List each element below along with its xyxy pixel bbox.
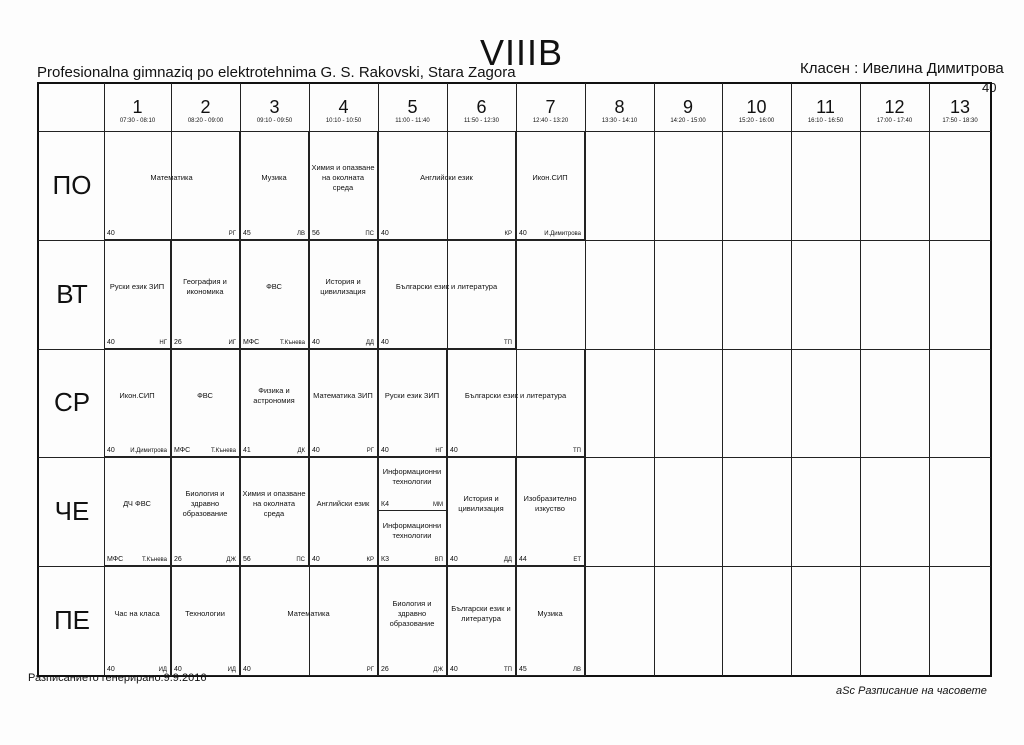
period-time: 07:30 - 08:10	[119, 118, 156, 124]
lesson-subject: Икон.СИП	[119, 390, 155, 400]
lesson-room: 44	[519, 556, 527, 563]
lesson-room: 40	[450, 447, 458, 454]
lesson-room: 40	[450, 556, 458, 563]
lesson-room: 40	[450, 666, 458, 673]
lesson-teacher: ДЖ	[433, 667, 443, 673]
lesson-subject: ФВС	[266, 282, 282, 291]
lesson-cell	[240, 566, 378, 676]
lesson-room: 26	[174, 556, 182, 563]
lesson-cell	[104, 457, 171, 566]
lesson-subject: Руски език ЗИП	[384, 390, 440, 400]
lesson-cell	[378, 511, 447, 566]
lesson-teacher: Т.Кънева	[210, 448, 236, 454]
lesson-subject: Математика	[150, 173, 193, 182]
lesson-room: 40	[107, 447, 115, 454]
lesson-cell	[378, 240, 516, 349]
period-time: 10:10 - 10:50	[325, 118, 362, 124]
period-number: 4	[338, 97, 349, 117]
lesson-room: 40	[312, 447, 320, 454]
period-header	[171, 97, 240, 125]
lesson-teacher: РГ	[366, 448, 374, 454]
period-number: 2	[200, 97, 211, 117]
lesson-cell	[104, 349, 171, 457]
lesson-cell	[171, 240, 240, 349]
lesson-cell	[309, 457, 378, 566]
lesson-room: 40	[243, 666, 251, 673]
period-number: 3	[269, 97, 280, 117]
lesson-cell	[516, 566, 585, 676]
lesson-subject: Биология и здравно образование	[389, 598, 435, 628]
lesson-teacher: ТП	[573, 448, 581, 454]
period-time: 13:30 - 14:10	[601, 118, 638, 124]
period-header	[722, 97, 791, 125]
lesson-subject: География и икономика	[183, 277, 227, 296]
lesson-room: МФС	[243, 339, 260, 346]
lesson-teacher: КР	[504, 231, 512, 237]
period-number: 9	[682, 97, 693, 117]
lesson-room: 40	[107, 230, 115, 237]
period-header	[447, 97, 516, 125]
lesson-teacher: ЕТ	[573, 557, 581, 563]
period-time: 11:00 - 11:40	[395, 118, 430, 124]
lesson-cell	[171, 349, 240, 457]
lesson-cell	[309, 349, 378, 457]
period-number: 1	[132, 97, 143, 117]
lesson-room: 56	[243, 556, 251, 563]
lesson-teacher: И.Димитрова	[130, 448, 167, 454]
lesson-room: 40	[312, 556, 320, 563]
lesson-subject: ДЧ ФВС	[123, 499, 151, 508]
grid-column-line	[791, 83, 792, 676]
lesson-subject: Час на класа	[114, 608, 160, 618]
lesson-subject: Изобразително изкуство	[523, 494, 577, 513]
period-header	[240, 97, 309, 125]
lesson-cell	[378, 457, 447, 511]
school-name: Profesionalna gimnaziq po elektrotehnima G. S. Rakovski, Stara Zagora	[37, 64, 516, 81]
period-time: 08:20 - 09:00	[187, 118, 224, 124]
period-time: 16:10 - 16:50	[807, 118, 844, 124]
lesson-room: 56	[312, 230, 320, 237]
period-time: 11:50 - 12:30	[464, 118, 499, 124]
lesson-teacher: ИД	[158, 667, 167, 673]
period-header	[791, 97, 860, 125]
software-credit: aSc Разписание на часовете	[836, 685, 987, 697]
lesson-room: 41	[243, 447, 251, 454]
period-time: 12:40 - 13:20	[532, 118, 569, 124]
period-number: 12	[884, 97, 905, 117]
period-number: 5	[407, 97, 418, 117]
lesson-cell	[516, 457, 585, 566]
lesson-cell	[447, 566, 516, 676]
period-number: 11	[816, 97, 835, 117]
period-header	[860, 97, 929, 125]
lesson-cell	[240, 240, 309, 349]
lesson-room: 40	[107, 339, 115, 346]
lesson-teacher: ТП	[504, 667, 512, 673]
lesson-subject: Музика	[261, 173, 287, 182]
period-header	[654, 97, 722, 125]
period-number: 7	[545, 97, 556, 117]
lesson-cell	[309, 240, 378, 349]
lesson-teacher: ИГ	[228, 340, 236, 346]
lesson-teacher: Т.Кънева	[279, 340, 305, 346]
lesson-teacher: РГ	[228, 231, 236, 237]
lesson-room: 40	[107, 666, 115, 673]
lesson-teacher: ДД	[365, 340, 374, 346]
lesson-room: 40	[381, 339, 389, 346]
period-header	[378, 97, 447, 125]
lesson-cell	[378, 566, 447, 676]
lesson-room: 26	[174, 339, 182, 346]
day-label: ВТ	[56, 278, 88, 309]
lesson-teacher: ПС	[365, 231, 374, 237]
day-label: ЧЕ	[54, 495, 90, 526]
lesson-cell	[104, 566, 171, 676]
lesson-teacher: ДК	[297, 448, 305, 454]
class-teacher-room: 40	[982, 80, 997, 95]
lesson-room: 40	[381, 447, 389, 454]
lesson-room: К3	[381, 556, 389, 563]
lesson-cell	[171, 566, 240, 676]
lesson-subject: Химия и опазване на околната среда	[242, 489, 306, 518]
period-header	[309, 97, 378, 125]
lesson-subject: Физика и астрономия	[253, 385, 295, 405]
period-time: 17:00 - 17:40	[876, 118, 913, 124]
lesson-subject: Английски език	[316, 499, 370, 508]
day-label: ПЕ	[53, 605, 91, 635]
grid-column-line	[722, 83, 723, 676]
grid-column-line	[860, 83, 861, 676]
lesson-room: К4	[381, 501, 389, 508]
lesson-teacher: ЛВ	[297, 231, 305, 237]
lesson-subject: Математика ЗИП	[313, 390, 373, 400]
period-number: 13	[949, 97, 971, 117]
grid-column-line	[929, 83, 930, 676]
period-time: 09:10 - 09:50	[256, 118, 293, 124]
lesson-cell	[447, 349, 585, 457]
lesson-teacher: ВП	[434, 557, 443, 563]
lesson-cell	[104, 131, 240, 240]
lesson-teacher: ТП	[504, 340, 512, 346]
lesson-room: 26	[381, 666, 389, 673]
lesson-subject: Български език и литература	[464, 390, 567, 400]
lesson-subject: Български език и литература	[395, 282, 498, 291]
class-title: VIIIB	[480, 32, 564, 73]
lesson-room: 45	[243, 230, 251, 237]
lesson-room: 40	[174, 666, 182, 673]
lesson-teacher: ЛВ	[573, 667, 581, 673]
lesson-teacher: ПС	[296, 557, 305, 563]
lesson-teacher: И.Димитрова	[544, 231, 581, 237]
lesson-teacher: ДЖ	[226, 557, 236, 563]
period-time: 17:50 - 18:30	[942, 118, 978, 124]
lesson-teacher: ДД	[503, 557, 512, 563]
lesson-cell	[240, 457, 309, 566]
lesson-subject: Икон.СИП	[532, 173, 568, 182]
lesson-cell	[447, 457, 516, 566]
lesson-subject: Химия и опазване на околната среда	[311, 163, 375, 192]
lesson-subject: Музика	[537, 608, 563, 618]
lesson-teacher: КР	[366, 557, 374, 563]
lesson-subject: Български език и литература	[451, 603, 511, 623]
lesson-cell	[240, 349, 309, 457]
lesson-cell	[378, 349, 447, 457]
lesson-teacher: ИД	[227, 667, 236, 673]
class-teacher: Класен : Ивелина Димитрова	[800, 60, 1004, 77]
period-number: 10	[746, 97, 767, 117]
period-number: 6	[476, 97, 487, 117]
period-header	[516, 97, 585, 125]
lesson-cell	[378, 131, 516, 240]
period-header	[104, 97, 171, 125]
grid-column-line	[585, 83, 586, 676]
lesson-subject: Руски език ЗИП	[109, 282, 165, 291]
period-time: 14:20 - 15:00	[670, 118, 706, 124]
generated-date: Разписанието генерирано:9.9.2016	[28, 672, 207, 684]
grid-column-line	[654, 83, 655, 676]
lesson-room: 40	[312, 339, 320, 346]
lesson-room: 40	[519, 230, 527, 237]
lesson-subject: Информационни технологии	[382, 521, 442, 540]
lesson-cell	[309, 131, 378, 240]
lesson-teacher: Т.Кънева	[141, 557, 167, 563]
lesson-cell	[516, 131, 585, 240]
lesson-subject: История и цивилизация	[458, 494, 504, 513]
lesson-subject: Английски език	[420, 173, 473, 182]
period-header	[929, 97, 991, 125]
lesson-subject: Биология и здравно образование	[182, 489, 228, 518]
lesson-cell	[240, 131, 309, 240]
lesson-room: МФС	[107, 556, 124, 563]
lesson-room: 40	[381, 230, 389, 237]
lesson-subject: Информационни технологии	[382, 466, 442, 486]
lesson-room: 45	[519, 666, 527, 673]
period-header	[585, 97, 654, 125]
lesson-teacher: РГ	[366, 667, 374, 673]
lesson-teacher: НГ	[435, 448, 443, 454]
lesson-cell	[171, 457, 240, 566]
lesson-room: МФС	[174, 447, 191, 454]
lesson-teacher: ММ	[433, 502, 443, 508]
lesson-teacher: НГ	[159, 340, 167, 346]
lesson-subject: ФВС	[197, 390, 213, 400]
lesson-subject: Математика	[287, 608, 330, 618]
lesson-cell	[104, 240, 171, 349]
period-time: 15:20 - 16:00	[738, 118, 775, 124]
day-label: ПО	[52, 169, 92, 200]
day-label: СР	[53, 387, 91, 417]
lesson-subject: История и цивилизация	[320, 277, 366, 296]
period-number: 8	[614, 97, 625, 117]
lesson-subject: Технологии	[185, 608, 225, 618]
